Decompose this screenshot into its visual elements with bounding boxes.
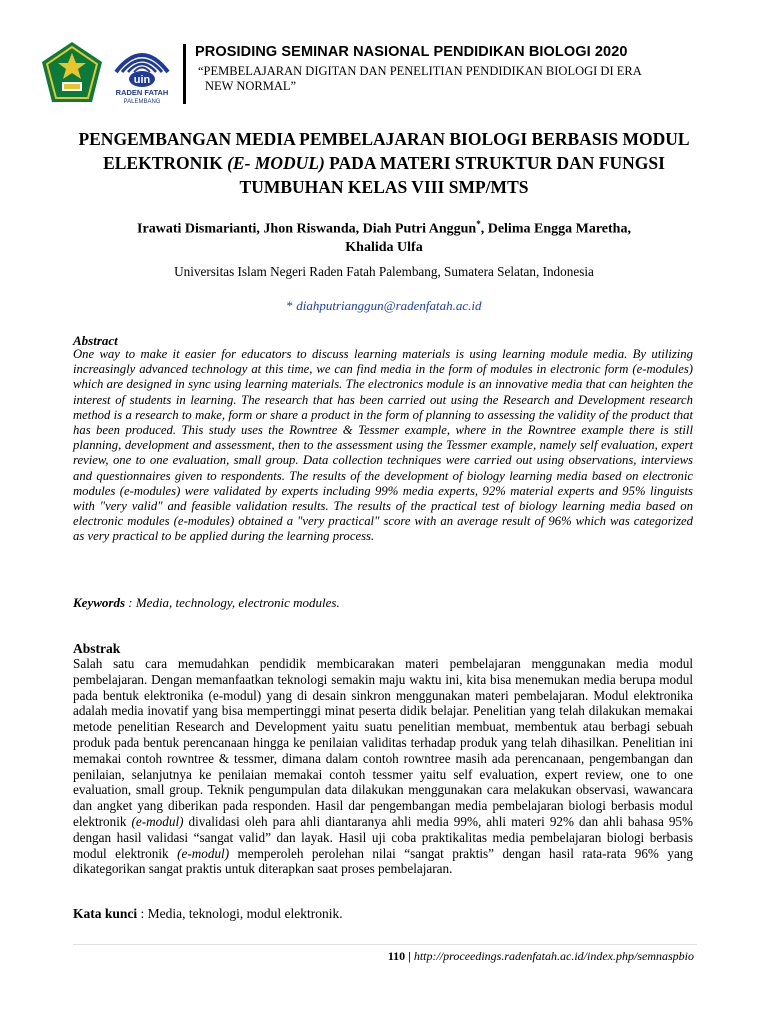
abstract-text: One way to make it easier for educators to discuss learning materials is using learning module media. By utilizing increasingly advanced technology at this time, we can find media in the form of modules in electronic form (e-modules) which are designed in sync using learning materials. The electronics module is an innovative media that can heighten the interest of students in learning. The research that has been carried out using the Research and Development research method is a research to make, form or share a product in the form of planning to assessing the validity of the product that has been produced. This study uses the Rowntree & Tessmer example, where in the Rowntree example there is still planning, development and assessment, then to the assessment using the Tessmer example, namely self evaluation, expert review, one to one evaluation, small group. Data collection techniques were carried out using observations, interviews and questionnaires given to respondents. The results of the development of biology learning media based on electronic modules (e-modules) were validated by experts including 99% media experts, 92% material experts and 95% linguists with "very valid" and feasible validation results. The results of the practical test of biology learning media based on electronic modules (e-modules) obtained a "very practical" score with an average result of 96% which was categorized as very practical to be applied during the learning process.	[73, 347, 693, 544]
seminar-theme	[198, 64, 718, 94]
footer-rule	[73, 944, 697, 945]
page-number: 110	[387, 949, 406, 963]
seminar-theme-line2: NEW NORMAL”	[205, 79, 297, 93]
keywords-label: Keywords	[73, 595, 125, 610]
authors-after: , Delima Engga Maretha,	[480, 221, 631, 237]
paper-title-part1: PENGEMBANGAN MEDIA PEMBELAJARAN BIOLOGI BERBASIS MODUL ELEKTRONIK	[78, 129, 690, 173]
seminar-theme-line1: “PEMBELAJARAN DIGITAN DAN PENELITIAN PENDIDIKAN BIOLOGI DI ERA	[198, 64, 642, 78]
corresponding-mark: *	[476, 219, 481, 229]
abstrak-italic-1: (e-modul)	[131, 813, 184, 829]
abstrak-heading: Abstrak	[73, 641, 121, 656]
uin-logo-text: uin	[133, 74, 151, 86]
uin-logo-name: RADEN FATAH	[115, 88, 169, 97]
kata-kunci	[73, 906, 693, 922]
footer-separator: |	[405, 949, 414, 963]
kemenag-logo	[40, 40, 104, 104]
email-link[interactable]: diahputrianggun@radenfatah.ac.id	[296, 298, 482, 313]
kata-kunci-label: Kata kunci	[73, 906, 138, 921]
abstrak-italic-2: (e-modul)	[177, 845, 230, 861]
abstrak-text-3: memperoleh perolehan nilai “sangat praktis” dengan hasil rata-rata 96% yang dikategorikan sangat praktis untuk diterapkan saat proses pembelajaran.	[73, 845, 694, 877]
abstrak-text	[73, 656, 693, 877]
footer-url[interactable]: http://proceedings.radenfatah.ac.id/index.php/semnaspbio	[413, 949, 694, 963]
paper-title-italic: (E- MODUL)	[227, 153, 325, 173]
uin-logo-city: PALEMBANG	[123, 99, 161, 105]
kata-kunci-sep: :	[137, 906, 148, 921]
page-footer	[388, 949, 694, 964]
uin-logo	[110, 42, 174, 106]
keywords	[73, 595, 693, 611]
proceedings-title: PROSIDING SEMINAR NASIONAL PENDIDIKAN BIOLOGI 2020	[195, 44, 628, 60]
abstract-heading: Abstract	[73, 333, 118, 348]
authors-line2: Khalida Ulfa	[345, 239, 423, 255]
email-mark: *	[286, 298, 297, 313]
abstrak-text-1: Salah satu cara memudahkan pendidik membicarakan materi pembelajaran menggunakan media modul pembelajaran. Dengan memanfaatkan teknologi semakin maju waktu ini, kita bisa menemukan media berupa modul pada bentuk elektronika (e-modul) yang di desain sinkron menggunakan materi pembelajaran. Modul elektronika adalah media inovatif yang bisa mempertinggi minat peserta didik belajar. Penelitian yang telah dilakukan memakai metode penelitian Research and Development yaitu suatu penelitian membuat, membentuk atau berbagi sebuah produk pada bentuk perencanaan hingga ke penilaian validitas terhadap produk yang telah dihasilkan. Penelitian ini memakai contoh rowntree & tessmer, dimana dalam contoh rowntree masih ada perencanaan, pengembangan dan penilaian, selanjutnya ke penilaian memakai contoh tessmer yaitu self evaluation, expert review, one to one evaluation, small group. Teknik pengumpulan data dilakukan menggunakan cara melakukan observasi, wawancara dan angket yang diberikan pada responden. Hasil dar pengembangan media pembelajaran biologi berbasis modul elektronik	[73, 656, 693, 829]
author-list	[80, 215, 688, 257]
corresponding-email	[70, 298, 698, 314]
keywords-value: Media, technology, electronic modules.	[135, 595, 340, 610]
paper-title-part2: PADA MATERI STRUKTUR DAN FUNGSI TUMBUHAN KELAS VIII SMP/MTS	[239, 153, 665, 197]
keywords-sep: :	[125, 595, 136, 610]
abstrak-text-2: divalidasi oleh para ahli diantaranya ahli media 99%, ahli materi 92% dan ahli bahasa 95% dengan hasil validasi “sangat valid” dan layak. Hasil uji coba praktikalitas media pembelajaran biologi berbasis modul elektronik	[73, 813, 694, 861]
kata-kunci-value: Media, teknologi, modul elektronik.	[147, 906, 343, 921]
header-divider	[183, 44, 186, 104]
authors-before: Irawati Dismarianti, Jhon Riswanda, Diah Putri Anggun	[137, 221, 477, 237]
paper-title	[70, 127, 698, 199]
affiliation: Universitas Islam Negeri Raden Fatah Palembang, Sumatera Selatan, Indonesia	[174, 264, 594, 279]
